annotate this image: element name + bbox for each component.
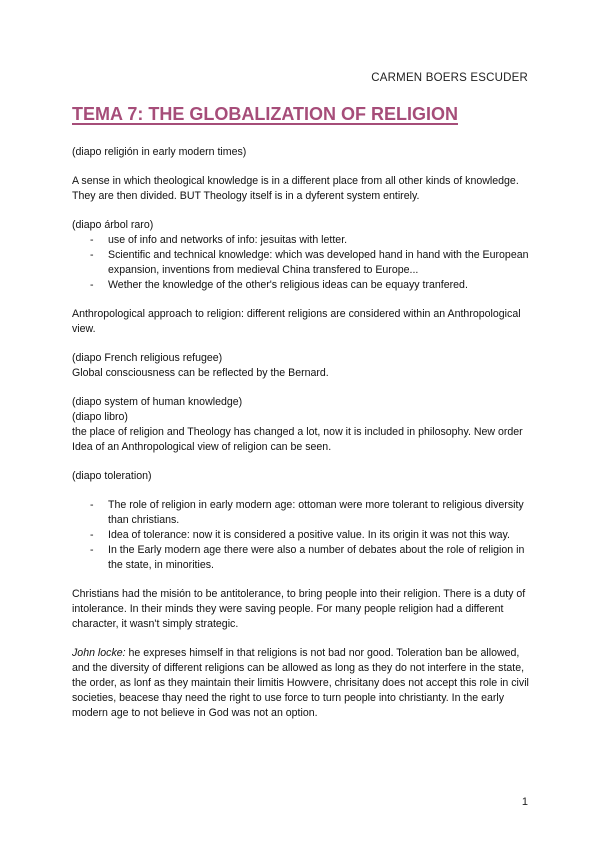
dash-bullet-icon: - bbox=[90, 234, 94, 246]
paragraph: A sense in which theological knowledge is in a different place from all other kinds of knowledge. They are then divided. BUT Theology itself is in a dyferent system entirely. bbox=[72, 175, 519, 202]
author-header: CARMEN BOERS ESCUDER bbox=[371, 72, 528, 84]
document-body bbox=[72, 145, 532, 735]
list-item bbox=[72, 233, 532, 248]
slide-note: (diapo árbol raro) bbox=[72, 219, 154, 231]
slide-note: (diapo toleration) bbox=[72, 470, 152, 482]
bullet-list bbox=[72, 233, 532, 293]
list-item-text: use of info and networks of info: jesuitas with letter. bbox=[108, 234, 348, 246]
list-item bbox=[72, 528, 532, 543]
slide-note: (diapo French religious refugee) bbox=[72, 352, 223, 364]
dash-bullet-icon: - bbox=[90, 499, 94, 511]
dash-bullet-icon: - bbox=[90, 529, 94, 541]
paragraph: Global consciousness can be reflected by the Bernard. bbox=[72, 367, 329, 379]
dash-bullet-icon: - bbox=[90, 544, 94, 556]
list-item-text: The role of religion in early modern age: ottoman were more tolerant to religious diversity than christians. bbox=[108, 499, 524, 526]
bullet-list bbox=[72, 498, 532, 573]
slide-note: (diapo libro) bbox=[72, 411, 128, 423]
locke-name: John locke: bbox=[72, 647, 126, 659]
list-item bbox=[72, 248, 532, 278]
paragraph bbox=[72, 646, 532, 721]
list-item-text: Wether the knowledge of the other's religious ideas can be equayy tranfered. bbox=[108, 279, 468, 291]
list-item-text: In the Early modern age there were also a number of debates about the role of religion in the state, in minorities. bbox=[108, 544, 525, 571]
slide-note: (diapo system of human knowledge) bbox=[72, 396, 243, 408]
paragraph: Anthropological approach to religion: different religions are considered within an Anthropological view. bbox=[72, 308, 521, 335]
locke-text: he expreses himself in that religions is not bad nor good. Toleration ban be allowed, and the diversity of different religions can be allowed as long as they do not interfere in the state, the order, as lonf as they maintain their limitis Howvere, chrisitany does not accept this role in civil societies, beacese thay need the right to use force to turn people into christianty. In the early modern age to not believe in God was not an option. bbox=[72, 647, 529, 719]
list-item-text: Idea of tolerance: now it is considered a positive value. In its origin it was not this way. bbox=[108, 529, 510, 541]
dash-bullet-icon: - bbox=[90, 249, 94, 261]
dash-bullet-icon: - bbox=[90, 279, 94, 291]
paragraph: the place of religion and Theology has changed a lot, now it is included in philosophy. New order Idea of an Anthropological view of religion can be seen. bbox=[72, 426, 523, 453]
page-number: 1 bbox=[521, 796, 528, 808]
page-title: TEMA 7: THE GLOBALIZATION OF RELIGION bbox=[72, 104, 458, 124]
list-item bbox=[72, 498, 532, 528]
slide-note: (diapo religión in early modern times) bbox=[72, 146, 247, 158]
paragraph: Christians had the misión to be antitolerance, to bring people into their religion. There is a duty of intolerance. In their minds they were saving people. For many people religion had a different character, it wasn't simply strategic. bbox=[72, 588, 526, 630]
list-item-text: Scientific and technical knowledge: which was developed hand in hand with the European expansion, inventions from medieval China transfered to Europe... bbox=[108, 249, 529, 276]
list-item bbox=[72, 278, 532, 293]
list-item bbox=[72, 543, 532, 573]
